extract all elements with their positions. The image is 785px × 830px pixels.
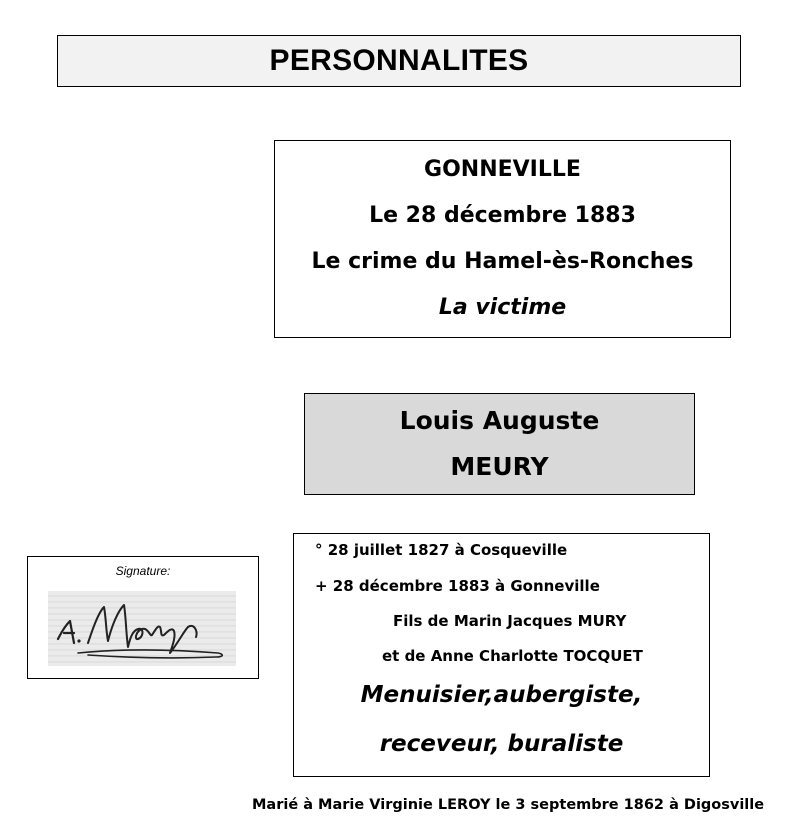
- person-surname: MEURY: [450, 452, 549, 481]
- death-line: + 28 décembre 1883 à Gonneville: [315, 577, 600, 595]
- signature-image: [48, 591, 236, 666]
- person-name-box: [304, 393, 695, 495]
- signature-box: [27, 556, 259, 679]
- mother-line: et de Anne Charlotte TOCQUET: [382, 647, 643, 665]
- birth-line: ° 28 juillet 1827 à Cosqueville: [315, 541, 568, 559]
- profession-line-2: receveur, buraliste: [379, 731, 624, 757]
- marriage-line: Marié à Marie Virginie LEROY le 3 septembre 1862 à Digosville: [252, 797, 765, 813]
- event-title: Le crime du Hamel-ès-Ronches: [311, 249, 694, 274]
- profession-line-1: Menuisier,aubergiste,: [360, 682, 643, 708]
- person-first-names: Louis Auguste: [399, 406, 600, 435]
- event-box: [274, 140, 731, 338]
- page-title: PERSONNALITES: [269, 44, 529, 77]
- event-role: La victime: [438, 295, 567, 320]
- handwritten-signature: [48, 591, 236, 666]
- event-place: GONNEVILLE: [424, 157, 581, 182]
- father-line: Fils de Marin Jacques MURY: [393, 612, 627, 630]
- header-box: [57, 35, 741, 87]
- signature-label: Signature:: [115, 564, 171, 578]
- event-date: Le 28 décembre 1883: [369, 203, 636, 228]
- details-box: [293, 533, 710, 777]
